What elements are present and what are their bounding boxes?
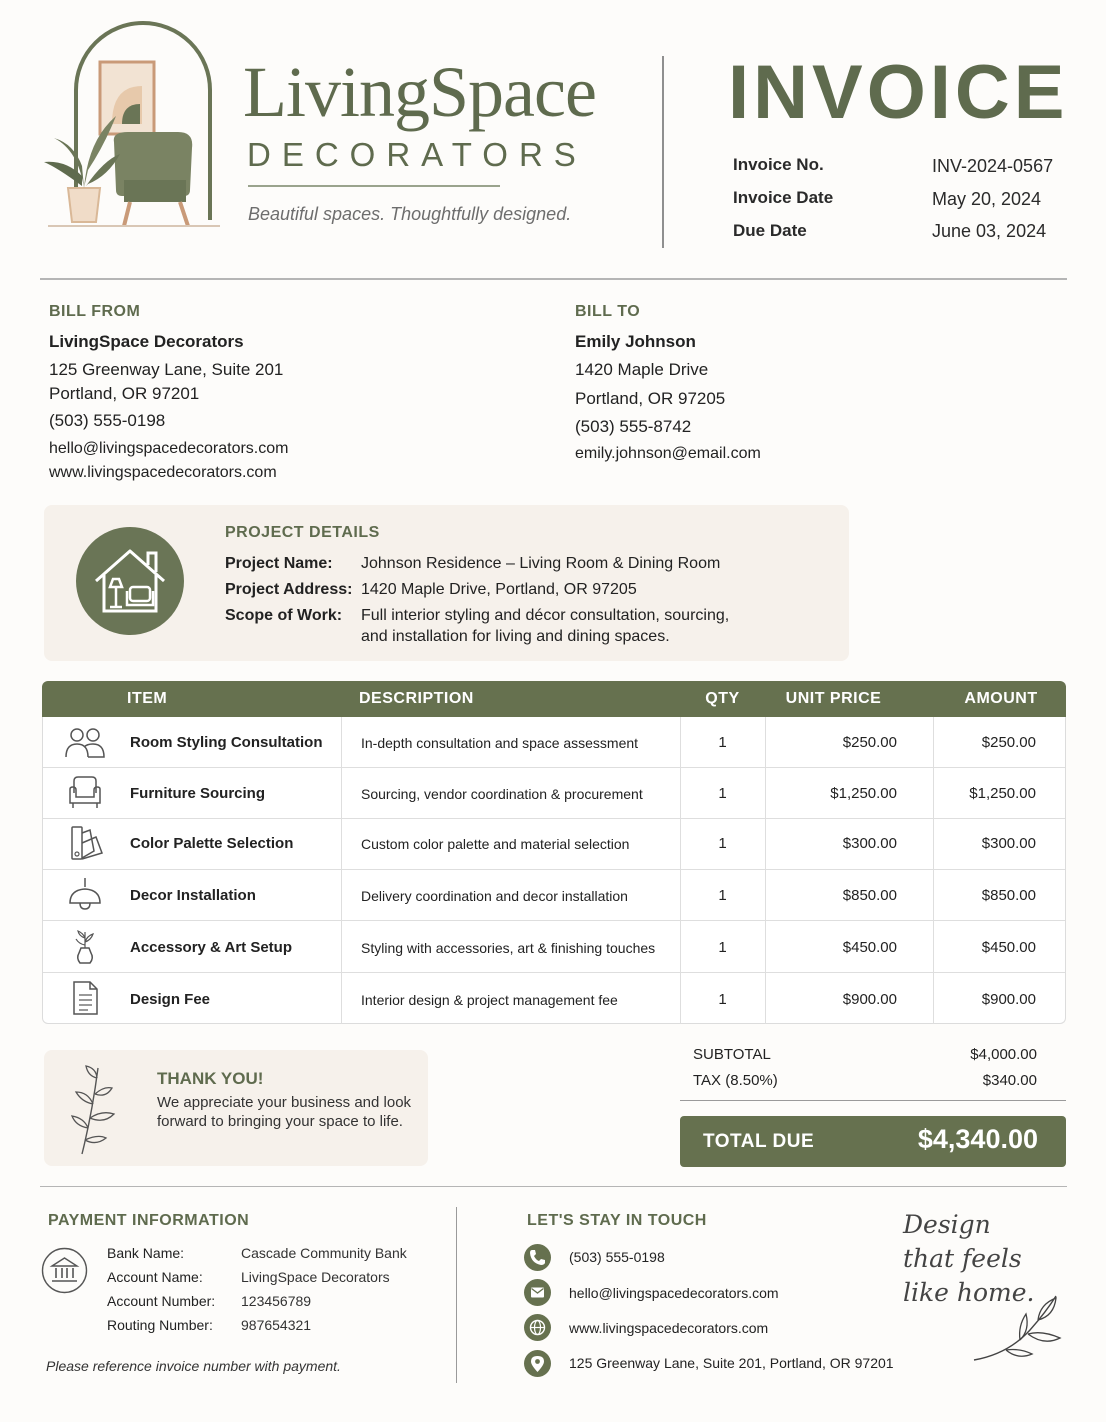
bill-to-address2: Portland, OR 97205 bbox=[575, 389, 726, 408]
item-description: Sourcing, vendor coordination & procurement bbox=[361, 786, 643, 802]
item-qty: 1 bbox=[718, 835, 727, 852]
invoice-title: INVOICE bbox=[728, 50, 1069, 135]
contact-email[interactable]: hello@livingspacedecorators.com bbox=[569, 1285, 779, 1301]
table-header bbox=[42, 681, 1066, 717]
invoice-number-label: Invoice No. bbox=[733, 155, 824, 174]
bill-to-email[interactable]: emily.johnson@email.com bbox=[575, 445, 761, 462]
invoice-date-value: May 20, 2024 bbox=[932, 189, 1042, 209]
bill-from-name: LivingSpace Decorators bbox=[49, 332, 244, 351]
brand-name: LivingSpace bbox=[243, 52, 596, 132]
bill-from-address1: 125 Greenway Lane, Suite 201 bbox=[49, 360, 284, 379]
row-divider bbox=[43, 972, 1065, 973]
line-items-table bbox=[42, 717, 1066, 1024]
brand-divider bbox=[248, 185, 500, 187]
swatch-icon bbox=[64, 825, 106, 861]
column-divider bbox=[680, 717, 681, 1024]
footer-divider bbox=[456, 1207, 457, 1383]
item-name: Accessory & Art Setup bbox=[130, 939, 292, 956]
phone-icon-badge bbox=[524, 1244, 551, 1271]
bill-from-heading: BILL FROM bbox=[49, 303, 141, 320]
bill-to-heading: BILL TO bbox=[575, 303, 641, 320]
bill-from-address2: Portland, OR 97201 bbox=[49, 384, 200, 403]
project-address-value: 1420 Maple Drive, Portland, OR 97205 bbox=[361, 581, 637, 598]
item-unit-price: $850.00 bbox=[842, 887, 897, 904]
scope-value-line2: and installation for living and dining spaces. bbox=[361, 628, 670, 645]
item-amount: $450.00 bbox=[981, 939, 1036, 956]
col-header-item: ITEM bbox=[127, 690, 168, 707]
mail-icon-badge bbox=[524, 1279, 551, 1306]
house-icon bbox=[76, 527, 184, 635]
bank-icon bbox=[41, 1247, 88, 1294]
script-line-2: that feels bbox=[903, 1244, 1022, 1273]
item-name: Design Fee bbox=[130, 991, 211, 1008]
project-details-heading: PROJECT DETAILS bbox=[225, 524, 380, 541]
bill-from-website[interactable]: www.livingspacedecorators.com bbox=[49, 464, 277, 481]
payment-heading: PAYMENT INFORMATION bbox=[48, 1212, 250, 1229]
account-name-label: Account Name: bbox=[107, 1269, 203, 1285]
item-amount: $250.00 bbox=[981, 734, 1036, 751]
item-qty: 1 bbox=[718, 734, 727, 751]
leaf-branch-icon bbox=[68, 1064, 126, 1156]
contact-website[interactable]: www.livingspacedecorators.com bbox=[569, 1320, 769, 1336]
column-divider bbox=[765, 717, 766, 1024]
thank-you-message: We appreciate your business and look forward to bringing your space to life. bbox=[157, 1094, 412, 1130]
account-number-label: Account Number: bbox=[107, 1293, 216, 1309]
column-divider bbox=[341, 717, 342, 1024]
item-amount: $300.00 bbox=[981, 835, 1036, 852]
contact-address: 125 Greenway Lane, Suite 201, Portland, OR 97201 bbox=[569, 1355, 894, 1371]
mail-icon bbox=[524, 1279, 551, 1306]
header-divider bbox=[662, 56, 664, 248]
column-divider bbox=[933, 717, 934, 1024]
scope-value-line1: Full interior styling and décor consultation, sourcing, bbox=[361, 607, 730, 624]
account-number-value: 123456789 bbox=[241, 1293, 312, 1309]
item-amount: $900.00 bbox=[981, 991, 1036, 1008]
col-header-qty: QTY bbox=[705, 690, 740, 707]
due-date-label: Due Date bbox=[733, 221, 807, 240]
vase-icon bbox=[64, 928, 106, 964]
brand-subtitle: DECORATORS bbox=[247, 136, 587, 173]
people-icon bbox=[64, 725, 106, 761]
location-pin-icon bbox=[524, 1350, 551, 1377]
armchair-icon bbox=[64, 775, 106, 811]
item-name: Furniture Sourcing bbox=[130, 785, 265, 802]
bill-from-email[interactable]: hello@livingspacedecorators.com bbox=[49, 440, 289, 457]
routing-number-label: Routing Number: bbox=[107, 1317, 213, 1333]
project-name-value: Johnson Residence – Living Room & Dining Room bbox=[361, 555, 721, 572]
row-divider bbox=[43, 869, 1065, 870]
bank-name-label: Bank Name: bbox=[107, 1245, 185, 1261]
invoice-date-label: Invoice Date bbox=[733, 188, 834, 207]
item-qty: 1 bbox=[718, 785, 727, 802]
header-rule bbox=[40, 278, 1067, 280]
contact-heading: LET'S STAY IN TOUCH bbox=[527, 1212, 707, 1229]
col-header-unit-price: UNIT PRICE bbox=[785, 690, 882, 707]
item-description: Custom color palette and material selection bbox=[361, 836, 630, 852]
item-unit-price: $900.00 bbox=[842, 991, 897, 1008]
globe-icon-badge bbox=[524, 1314, 551, 1341]
item-unit-price: $250.00 bbox=[842, 734, 897, 751]
total-due-value: $4,340.00 bbox=[917, 1124, 1038, 1154]
item-unit-price: $450.00 bbox=[842, 939, 897, 956]
item-unit-price: $300.00 bbox=[842, 835, 897, 852]
row-divider bbox=[43, 920, 1065, 921]
totals-rule bbox=[680, 1100, 1066, 1101]
total-due-label: TOTAL DUE bbox=[703, 1131, 815, 1152]
subtotal-value: $4,000.00 bbox=[970, 1046, 1037, 1063]
item-name: Color Palette Selection bbox=[130, 835, 294, 852]
item-description: Interior design & project management fee bbox=[361, 992, 618, 1008]
bill-from-phone: (503) 555-0198 bbox=[49, 411, 166, 430]
item-amount: $1,250.00 bbox=[969, 785, 1036, 802]
invoice-number-value: INV-2024-0567 bbox=[932, 156, 1054, 176]
item-qty: 1 bbox=[718, 991, 727, 1008]
bill-to-name: Emily Johnson bbox=[575, 332, 696, 351]
logo-illustration bbox=[38, 20, 228, 235]
item-description: In-depth consultation and space assessment bbox=[361, 735, 639, 751]
item-qty: 1 bbox=[718, 887, 727, 904]
subtotal-label: SUBTOTAL bbox=[693, 1046, 771, 1063]
account-name-value: LivingSpace Decorators bbox=[241, 1269, 390, 1285]
item-qty: 1 bbox=[718, 939, 727, 956]
leaf-sprig-icon bbox=[968, 1290, 1068, 1364]
routing-number-value: 987654321 bbox=[241, 1317, 312, 1333]
document-icon bbox=[64, 980, 106, 1016]
scope-label: Scope of Work: bbox=[225, 607, 343, 624]
item-name: Decor Installation bbox=[130, 887, 256, 904]
item-amount: $850.00 bbox=[981, 887, 1036, 904]
script-line-3: like home. bbox=[903, 1278, 1035, 1307]
script-line-1: Design bbox=[903, 1210, 991, 1239]
house-icon-badge bbox=[76, 527, 184, 635]
due-date-value: June 03, 2024 bbox=[932, 221, 1047, 241]
brand-tagline: Beautiful spaces. Thoughtfully designed. bbox=[248, 204, 572, 224]
payment-note: Please reference invoice number with payment. bbox=[46, 1358, 341, 1374]
bill-to-address1: 1420 Maple Drive bbox=[575, 360, 709, 379]
contact-phone[interactable]: (503) 555-0198 bbox=[569, 1249, 665, 1265]
row-divider bbox=[43, 818, 1065, 819]
item-unit-price: $1,250.00 bbox=[830, 785, 897, 802]
location-pin-icon-badge bbox=[524, 1350, 551, 1377]
footer-rule bbox=[40, 1186, 1067, 1187]
col-header-amount: AMOUNT bbox=[964, 690, 1038, 707]
bank-name-value: Cascade Community Bank bbox=[241, 1245, 407, 1261]
project-name-label: Project Name: bbox=[225, 555, 333, 572]
pendant-lamp-icon bbox=[64, 877, 106, 913]
col-header-description: DESCRIPTION bbox=[359, 690, 474, 707]
project-address-label: Project Address: bbox=[225, 581, 353, 598]
globe-icon bbox=[524, 1314, 551, 1341]
item-description: Styling with accessories, art & finishing touches bbox=[361, 940, 656, 956]
item-description: Delivery coordination and decor installation bbox=[361, 888, 628, 904]
row-divider bbox=[43, 767, 1065, 768]
item-name: Room Styling Consultation bbox=[130, 734, 323, 751]
thank-you-heading: THANK YOU! bbox=[157, 1069, 264, 1088]
bill-to-phone: (503) 555-8742 bbox=[575, 417, 692, 436]
tax-value: $340.00 bbox=[982, 1072, 1037, 1089]
phone-icon bbox=[524, 1244, 551, 1271]
tax-label: TAX (8.50%) bbox=[693, 1072, 778, 1089]
